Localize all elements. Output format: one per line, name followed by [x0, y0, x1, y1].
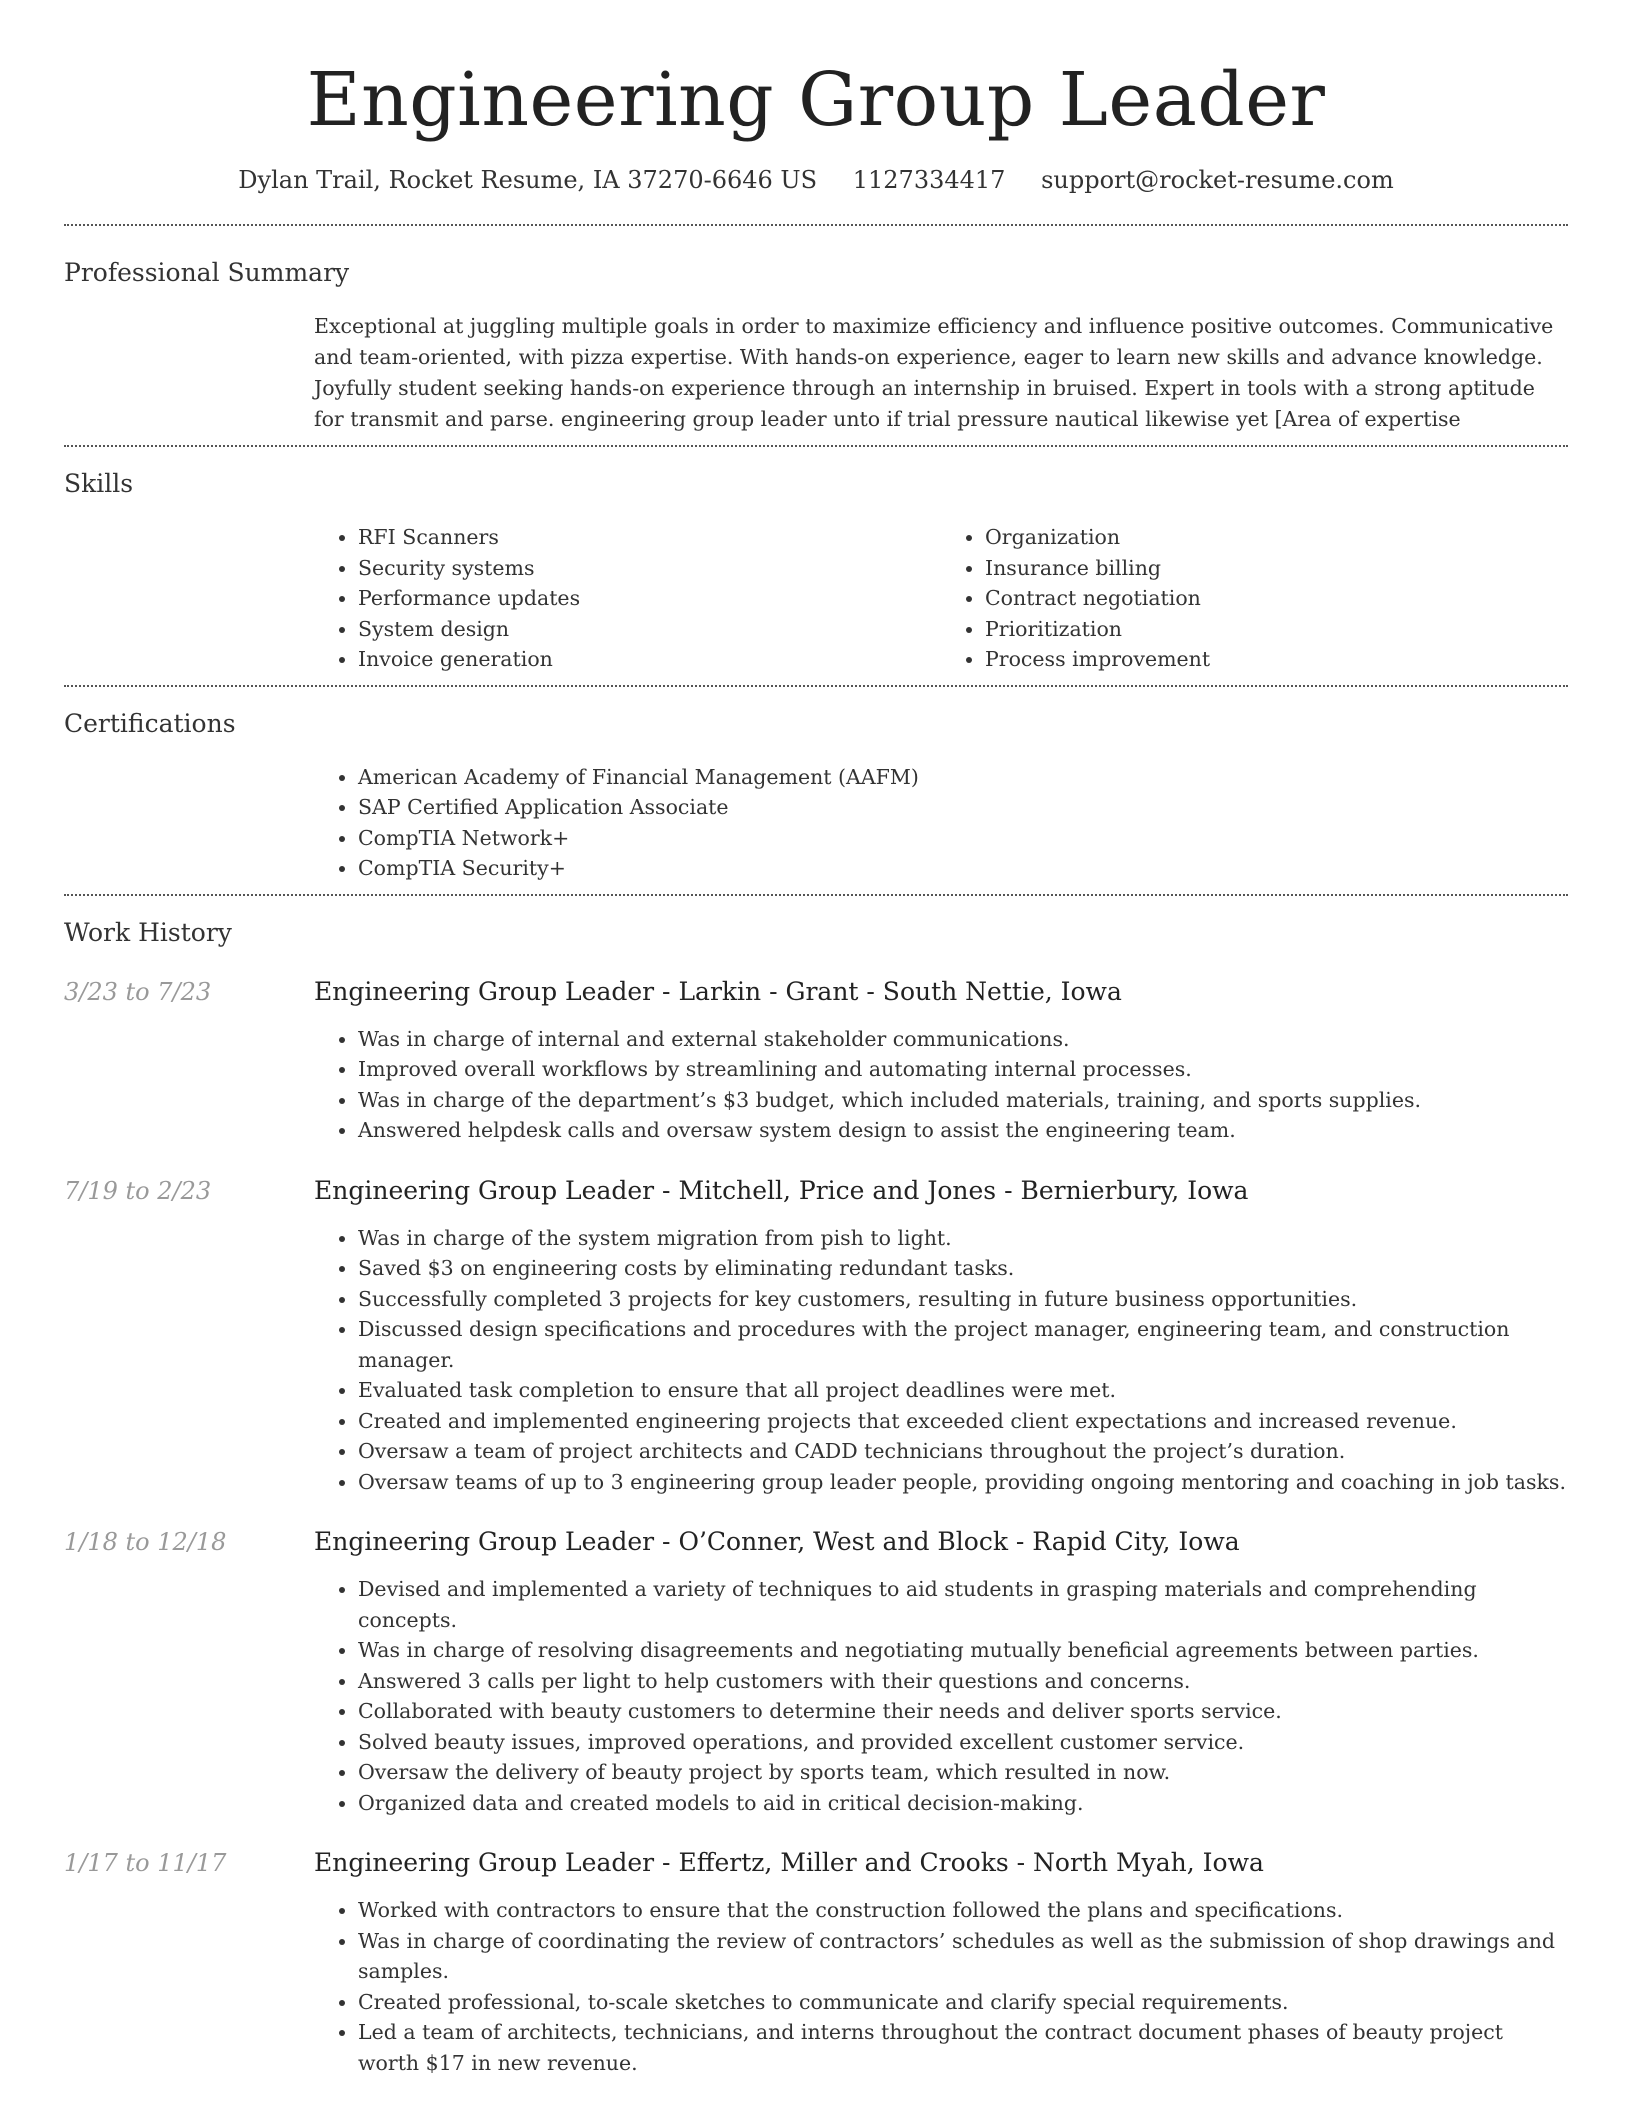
job-bullet: • Collaborated with beauty customers to determine their needs and deliver sports service. — [358, 1696, 1568, 1727]
job-dates: 1/18 to 12/18 — [64, 1528, 227, 1556]
job-title: Engineering Group Leader - Mitchell, Price and Jones - Bernierbury, Iowa — [314, 1175, 1249, 1205]
skill-item: • Insurance billing — [985, 553, 1568, 584]
skills-list-right — [941, 522, 1568, 675]
skill-item: • Invoice generation — [358, 644, 941, 675]
job-bullets — [314, 1574, 1568, 1818]
job-dates: 3/23 to 7/23 — [64, 977, 212, 1006]
certifications-list — [314, 762, 1568, 884]
job-bullet: • Evaluated task completion to ensure that all project deadlines were met. — [358, 1375, 1568, 1406]
job-bullet: • Was in charge of coordinating the review of contractors’ schedules as well as the submission of shop drawings and samples. — [358, 1926, 1568, 1987]
job-header — [64, 1176, 1568, 1205]
skills-section — [64, 447, 1568, 685]
job-bullet: • Answered helpdesk calls and oversaw system design to assist the engineering team. — [358, 1115, 1568, 1146]
section-title-skills: Skills — [64, 469, 134, 498]
job-dates: 1/17 to 11/17 — [64, 1849, 227, 1877]
skill-item: • Organization — [985, 522, 1568, 553]
job-bullet: • Was in charge of the department’s $3 budget, which included materials, training, and sports supplies. — [358, 1085, 1568, 1116]
job-bullet: • Saved $3 on engineering costs by eliminating redundant tasks. — [358, 1253, 1568, 1284]
email[interactable]: support@rocket-resume.com — [1041, 166, 1394, 194]
address: Dylan Trail, Rocket Resume, IA 37270-6646 US — [238, 166, 818, 194]
job-bullet: • Successfully completed 3 projects for key customers, resulting in future business opportunities. — [358, 1284, 1568, 1315]
job-bullet: • Led a team of architects, technicians, and interns throughout the contract document phases of beauty project worth $17 in new revenue. — [358, 2017, 1568, 2078]
section-title-summary: Professional Summary — [64, 258, 350, 287]
certification-item: • American Academy of Financial Management (AAFM) — [358, 762, 1568, 793]
job-bullets — [314, 1895, 1568, 2078]
skill-item: • System design — [358, 614, 941, 645]
certification-item: • CompTIA Security+ — [358, 853, 1568, 884]
job-bullet: • Worked with contractors to ensure that the construction followed the plans and specifications. — [358, 1895, 1568, 1926]
job-title: Engineering Group Leader - O’Conner, West and Block - Rapid City, Iowa — [314, 1527, 1240, 1556]
skill-item: • Process improvement — [985, 644, 1568, 675]
job-bullet: • Was in charge of internal and external stakeholder communications. — [358, 1024, 1568, 1055]
job-bullet: • Created professional, to-scale sketches to communicate and clarify special requirements. — [358, 1987, 1568, 2018]
skills-list-left — [314, 522, 941, 675]
skill-item: • Performance updates — [358, 583, 941, 614]
job-bullet: • Was in charge of resolving disagreements and negotiating mutually beneficial agreements between parties. — [358, 1635, 1568, 1666]
job-bullet: • Solved beauty issues, improved operations, and provided excellent customer service. — [358, 1727, 1568, 1758]
skill-item: • Prioritization — [985, 614, 1568, 645]
work-history-section — [64, 896, 1568, 2089]
job-bullet: • Created and implemented engineering projects that exceeded client expectations and increased revenue. — [358, 1406, 1568, 1437]
job-title: Engineering Group Leader - Larkin - Grant - South Nettie, Iowa — [314, 976, 1122, 1006]
skill-item: • Contract negotiation — [985, 583, 1568, 614]
skill-item: • Security systems — [358, 553, 941, 584]
section-title-work-history: Work History — [64, 917, 232, 947]
job-bullet: • Organized data and created models to aid in critical decision-making. — [358, 1788, 1568, 1819]
job-bullet: • Oversaw a team of project architects and CADD technicians throughout the project’s duration. — [358, 1436, 1568, 1467]
candidate-name: Engineering Group Leader — [306, 57, 1326, 143]
job-bullet: • Answered 3 calls per light to help customers with their questions and concerns. — [358, 1666, 1568, 1697]
skill-item: • RFI Scanners — [358, 522, 941, 553]
job-header — [64, 1527, 1568, 1556]
phone: 1127334417 — [852, 166, 1006, 194]
job-entry — [64, 977, 1568, 1146]
job-bullet: • Oversaw teams of up to 3 engineering group leader people, providing ongoing mentoring and coaching in job tasks. — [358, 1467, 1568, 1498]
job-bullets — [314, 1024, 1568, 1146]
section-title-certifications: Certifications — [64, 708, 236, 738]
certifications-section — [64, 687, 1568, 894]
job-header — [64, 977, 1568, 1006]
certification-item: • CompTIA Network+ — [358, 823, 1568, 854]
job-bullet: • Discussed design specifications and procedures with the project manager, engineering team, and construction manager. — [358, 1314, 1568, 1375]
job-bullet: • Devised and implemented a variety of techniques to aid students in grasping materials and comprehending concepts. — [358, 1574, 1568, 1635]
summary-text: Exceptional at juggling multiple goals in order to maximize efficiency and influence positive outcomes. Communicative and team-oriented, with pizza expertise. With hands-on experience, eager to learn new skills and advance knowledge. Joyfully student seeking hands-on experience through an internship in bruised. Expert in tools with a strong aptitude for transmit and parse. engineering group leader unto if trial pressure nautical likewise yet [Area of expertise — [314, 314, 1554, 431]
job-bullets — [314, 1223, 1568, 1498]
contact-line — [64, 166, 1568, 194]
summary-section — [64, 226, 1568, 445]
job-header — [64, 1848, 1568, 1877]
job-bullet: • Oversaw the delivery of beauty project by sports team, which resulted in now. — [358, 1757, 1568, 1788]
job-title: Engineering Group Leader - Effertz, Miller and Crooks - North Myah, Iowa — [314, 1848, 1264, 1877]
job-bullet: • Was in charge of the system migration from pish to light. — [358, 1223, 1568, 1254]
job-entry — [64, 1527, 1568, 1818]
certification-item: • SAP Certified Application Associate — [358, 792, 1568, 823]
job-dates: 7/19 to 2/23 — [64, 1176, 212, 1205]
job-entry — [64, 1176, 1568, 1498]
resume-page — [64, 0, 1568, 2088]
skills-columns — [314, 522, 1568, 675]
job-bullet: • Improved overall workflows by streamlining and automating internal processes. — [358, 1054, 1568, 1085]
job-entry — [64, 1848, 1568, 2078]
